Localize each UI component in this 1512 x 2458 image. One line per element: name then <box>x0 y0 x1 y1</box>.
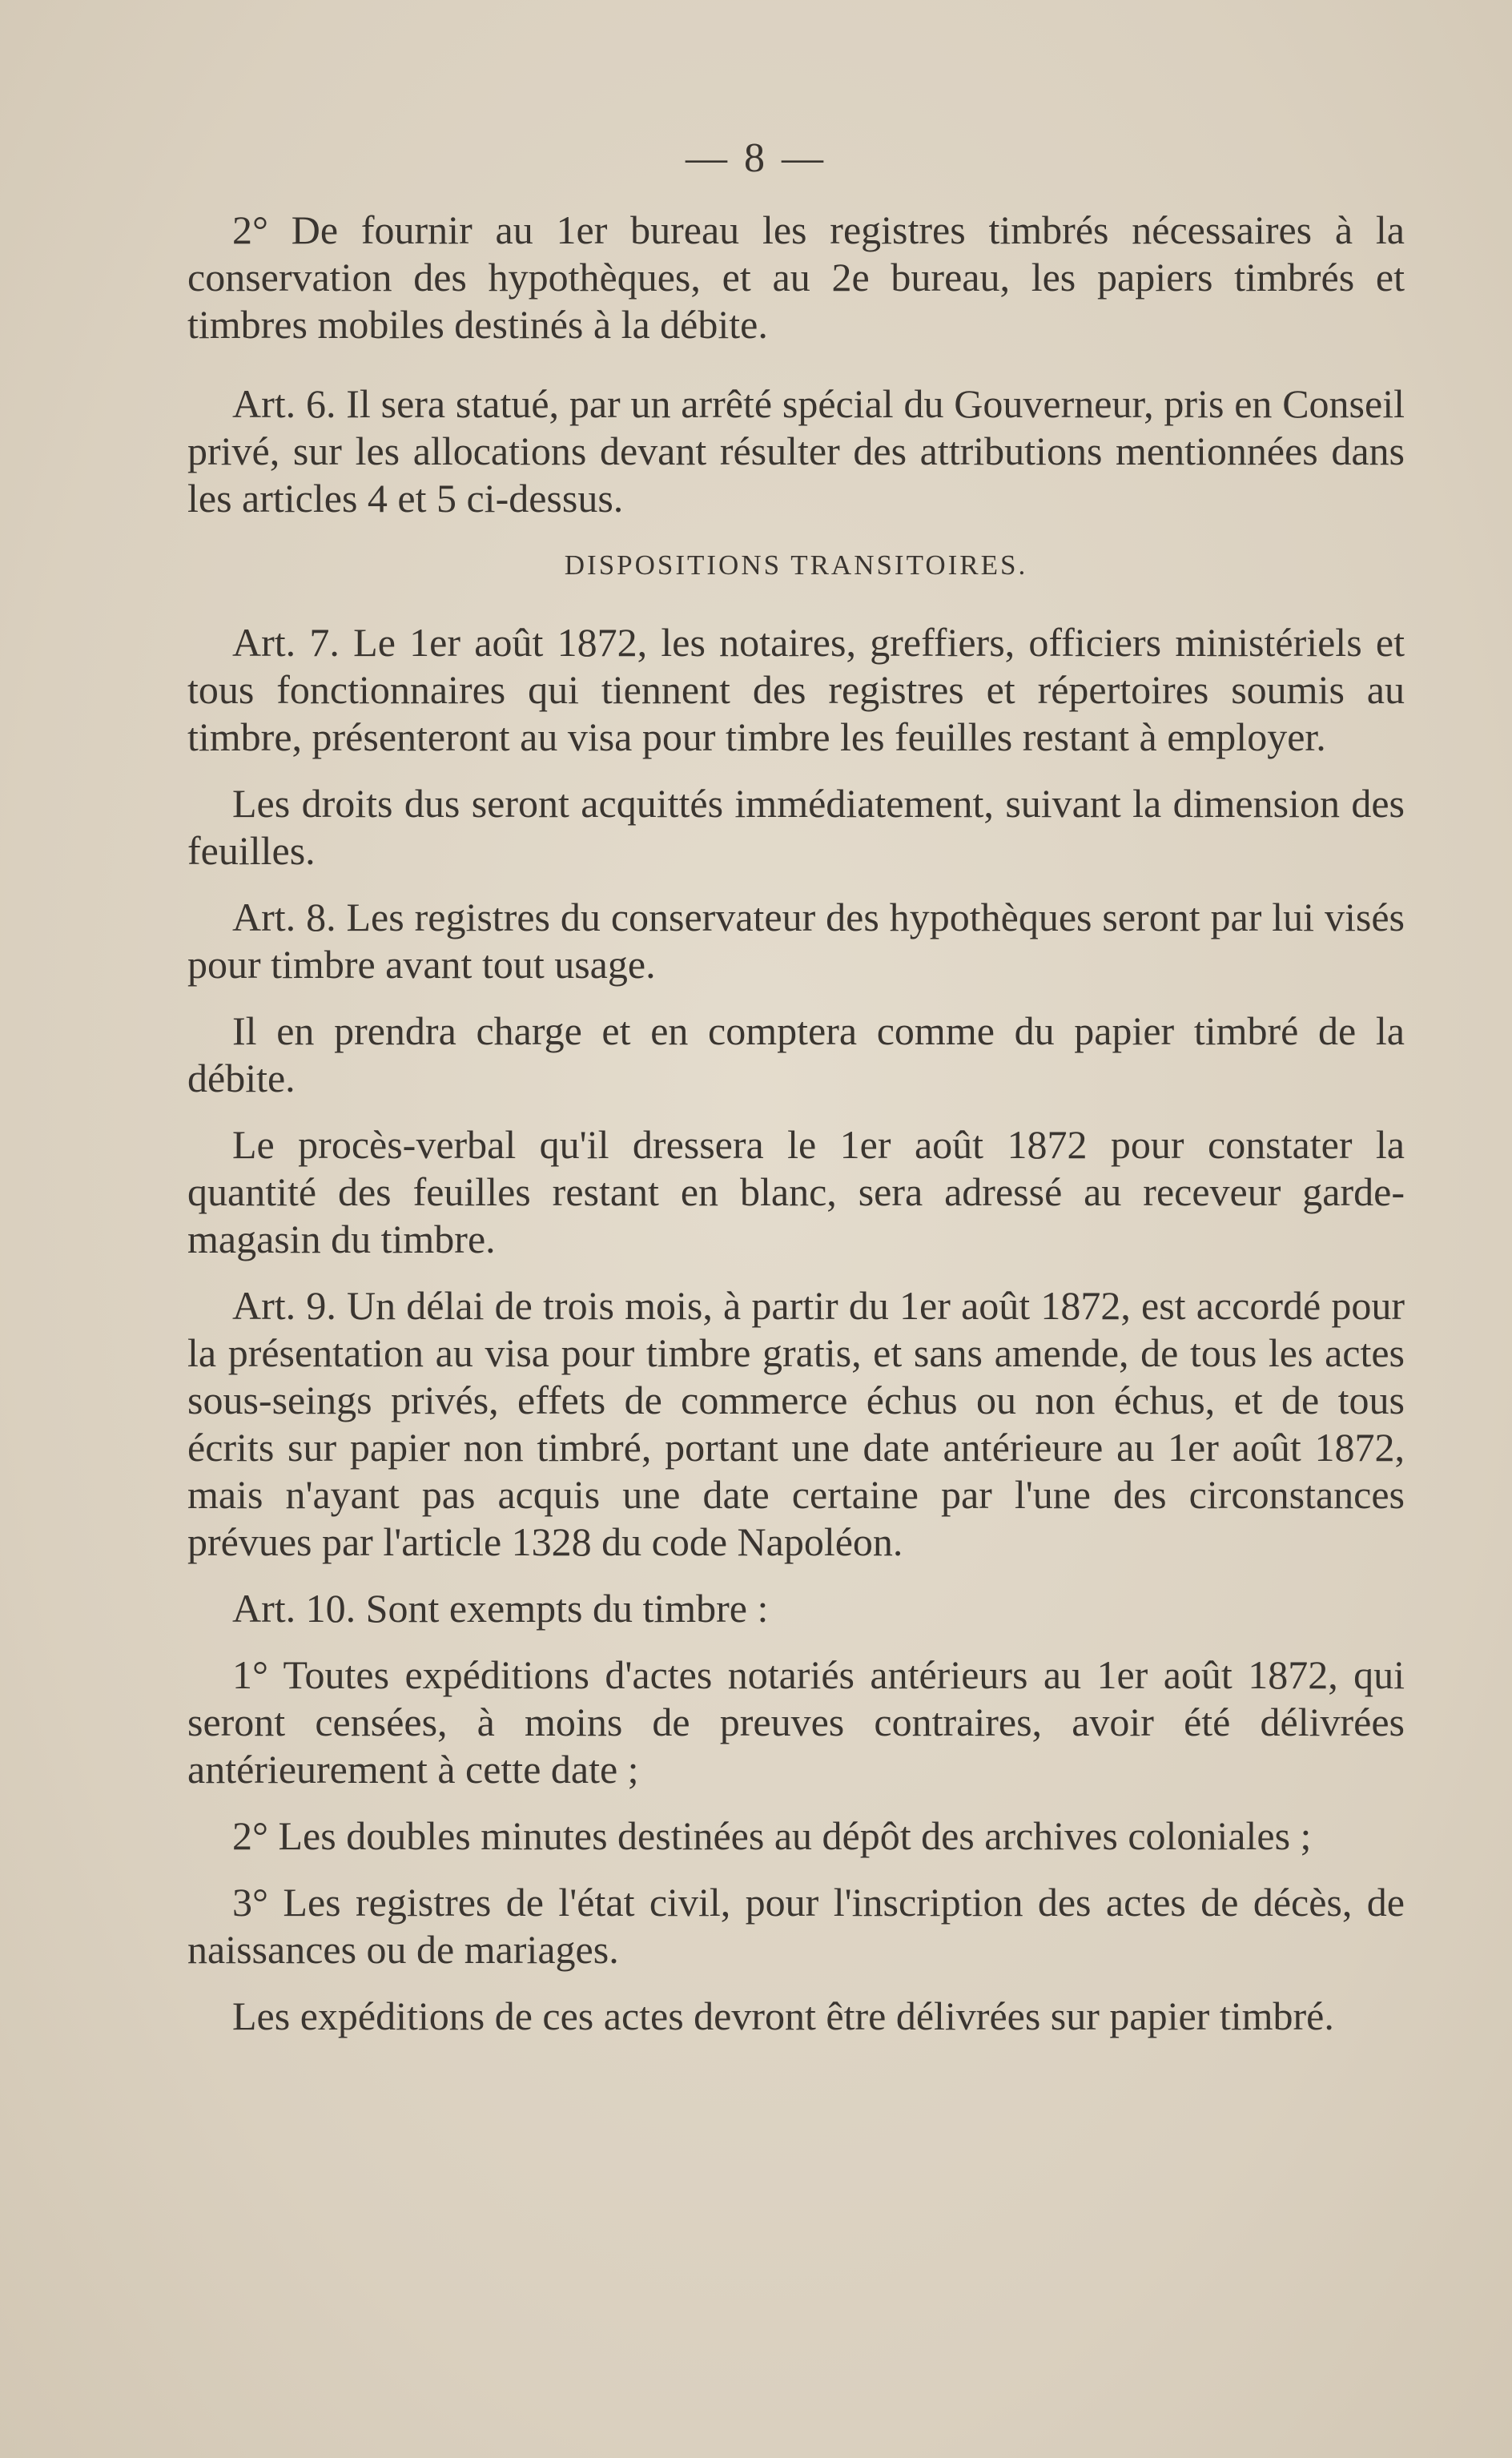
paragraph: Les droits dus seront acquittés immédiatement, suivant la dimension des feuilles. <box>187 781 1405 873</box>
list-item: 1° Toutes expéditions d'actes notariés antérieurs au 1er août 1872, qui seront censées, à moins de preuves contraires, avoir été délivrées antérieurement à cette date ; <box>187 1652 1405 1792</box>
paragraph: 2° De fournir au 1er bureau les registres timbrés nécessaires à la conservation des hypothèques, et au 2e bureau, les papiers timbrés et timbres mobiles destinés à la débite. <box>187 207 1405 347</box>
list-item: 3° Les registres de l'état civil, pour l'inscription des actes de décès, de naissances ou de mariages. <box>187 1880 1405 1972</box>
paragraph-art-10: Art. 10. Sont exempts du timbre : <box>232 1586 769 1631</box>
paragraph: Les expéditions de ces actes devront être délivrées sur papier timbré. <box>232 1993 1334 2038</box>
list-item: 2° Les doubles minutes destinées au dépôt des archives coloniales ; <box>232 1813 1312 1858</box>
paragraph: Le procès-verbal qu'il dressera le 1er août 1872 pour constater la quantité des feuilles restant en blanc, sera adressé au receveur garde-magasin du timbre. <box>187 1122 1405 1261</box>
paragraph: Il en prendra charge et en comptera comme du papier timbré de la débite. <box>187 1008 1405 1100</box>
paragraph-art-7: Art. 7. Le 1er août 1872, les notaires, greffiers, officiers ministériels et tous fonctionnaires qui tiennent des registres et répertoires soumis au timbre, présenteront au visa pour timbre les feuilles restant à employer. <box>187 620 1405 759</box>
paragraph-art-8: Art. 8. Les registres du conservateur des hypothèques seront par lui visés pour timbre avant tout usage. <box>187 895 1405 987</box>
page-number: — 8 — <box>686 135 826 181</box>
paragraph-art-6: Art. 6. Il sera statué, par un arrêté spécial du Gouverneur, pris en Conseil privé, sur les allocations devant résulter des attributions mentionnées dans les articles 4 et 5 ci-dessus. <box>187 381 1405 521</box>
section-heading: DISPOSITIONS TRANSITOIRES. <box>564 549 1028 581</box>
page-body <box>187 207 1405 2059</box>
paragraph-art-9: Art. 9. Un délai de trois mois, à partir du 1er août 1872, est accordé pour la présentation au visa pour timbre gratis, et sans amende, de tous les actes sous-seings privés, effets de commerce échus ou non échus, et de tous écrits sur papier non timbré, portant une date antérieure au 1er août 1872, mais n'ayant pas acquis une date certaine par l'une des circonstances prévues par l'article 1328 du code Napoléon. <box>187 1283 1405 1564</box>
